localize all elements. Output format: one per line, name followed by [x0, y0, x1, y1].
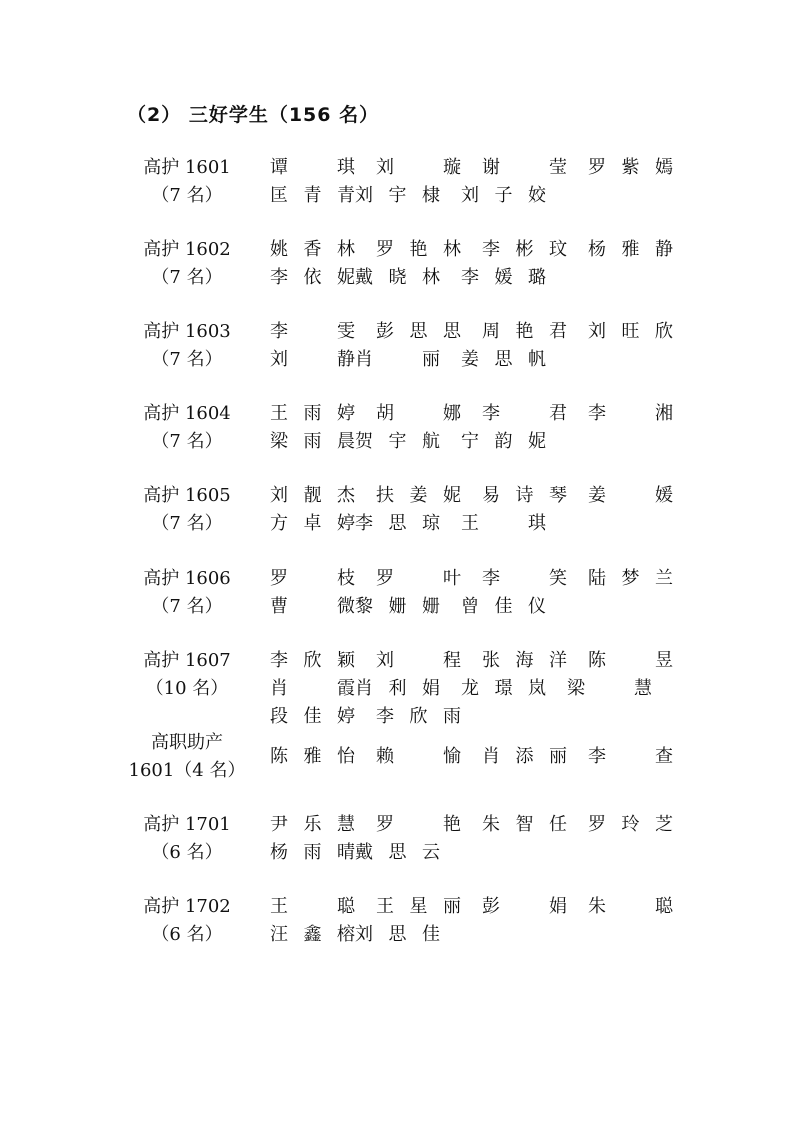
student-name: 龙璟岚	[461, 678, 546, 699]
class-group	[120, 729, 700, 789]
class-count: （7 名）	[151, 596, 223, 617]
student-name: 陆梦兰	[588, 568, 673, 589]
class-count: （7 名）	[151, 267, 223, 288]
student-name: 朱 聪	[588, 896, 673, 917]
student-name: 刘旺欣	[588, 321, 673, 342]
student-name: 扶姜妮	[376, 485, 461, 506]
student-name: 汪鑫榕	[270, 924, 355, 945]
student-name: 周艳君	[482, 321, 567, 342]
student-name: 姜思帆	[461, 349, 546, 370]
student-name: 李 湘	[588, 403, 673, 424]
class-label	[120, 236, 254, 292]
student-name: 梁雨晨	[270, 431, 355, 452]
student-names	[270, 893, 700, 949]
student-names	[270, 318, 700, 374]
class-count: （6 名）	[151, 842, 223, 863]
student-name: 李思琼	[355, 513, 440, 534]
student-name: 罗艳林	[376, 239, 461, 260]
student-name: 罗 叶	[376, 568, 461, 589]
student-name: 李依妮	[270, 267, 355, 288]
student-name: 姚香林	[270, 239, 355, 260]
class-count: （7 名）	[151, 185, 223, 206]
class-count: （6 名）	[151, 924, 223, 945]
student-name: 杨雨晴	[270, 842, 355, 863]
student-name: 方卓婷	[270, 513, 355, 534]
student-name: 刘 璇	[376, 157, 461, 178]
class-label	[120, 647, 254, 703]
student-name: 王 琪	[461, 513, 546, 534]
student-name: 罗 枝	[270, 568, 355, 589]
student-name: 刘思佳	[355, 924, 440, 945]
class-group	[120, 482, 700, 542]
section-heading: （2） 三好学生（156 名）	[127, 104, 380, 126]
student-name: 彭 娟	[482, 896, 567, 917]
student-names	[270, 565, 700, 621]
student-name: 李彬玟	[482, 239, 567, 260]
class-count: （10 名）	[145, 678, 229, 699]
class-name: 高护 1603	[143, 321, 231, 342]
student-name: 杨雅静	[588, 239, 673, 260]
class-count: 1601（4 名）	[128, 760, 246, 781]
class-name: 高护 1701	[143, 814, 231, 835]
student-name: 尹乐慧	[270, 814, 355, 835]
student-name: 戴思云	[355, 842, 440, 863]
student-name: 姜 媛	[588, 485, 673, 506]
class-group	[120, 811, 700, 871]
student-name: 朱智任	[482, 814, 567, 835]
student-name: 彭思思	[376, 321, 461, 342]
student-names	[270, 236, 700, 292]
class-name: 高护 1606	[143, 568, 231, 589]
class-group	[120, 893, 700, 953]
class-label	[120, 318, 254, 374]
class-count: （7 名）	[151, 349, 223, 370]
student-name: 戴晓林	[355, 267, 440, 288]
class-count: （7 名）	[151, 513, 223, 534]
student-name: 罗 艳	[376, 814, 461, 835]
student-name: 王雨婷	[270, 403, 355, 424]
class-name: 高职助产	[151, 732, 223, 753]
student-name: 李 君	[482, 403, 567, 424]
class-group	[120, 565, 700, 625]
class-name: 高护 1604	[143, 403, 231, 424]
student-name: 胡 娜	[376, 403, 461, 424]
class-name: 高护 1607	[143, 650, 231, 671]
class-group	[120, 647, 700, 727]
student-name: 陈雅怡	[270, 746, 355, 767]
student-name: 刘靓杰	[270, 485, 355, 506]
student-name: 段佳婷	[270, 706, 355, 727]
student-name: 王星丽	[376, 896, 461, 917]
student-names	[270, 811, 700, 867]
class-name: 高护 1605	[143, 485, 231, 506]
student-names	[270, 482, 700, 538]
student-name: 罗紫嫣	[588, 157, 673, 178]
student-name: 肖利娟	[355, 678, 440, 699]
class-label	[120, 729, 254, 785]
student-names	[270, 400, 700, 456]
class-label	[120, 482, 254, 538]
student-name: 宁韵妮	[461, 431, 546, 452]
student-names	[270, 743, 700, 771]
student-names	[270, 647, 700, 731]
student-name: 曹 微	[270, 596, 355, 617]
student-name: 贺宇航	[355, 431, 440, 452]
student-name: 肖 丽	[355, 349, 440, 370]
student-name: 赖 愉	[376, 746, 461, 767]
class-group	[120, 154, 700, 214]
class-group	[120, 236, 700, 296]
student-name: 刘子姣	[461, 185, 546, 206]
student-name: 李媛璐	[461, 267, 546, 288]
class-name: 高护 1602	[143, 239, 231, 260]
student-name: 陈 昱	[588, 650, 673, 671]
student-name: 梁 慧	[567, 678, 652, 699]
student-names	[270, 154, 700, 210]
student-name: 王 聪	[270, 896, 355, 917]
student-name: 曾佳仪	[461, 596, 546, 617]
student-name: 肖添丽	[482, 746, 567, 767]
student-name: 谭 琪	[270, 157, 355, 178]
class-name: 高护 1702	[143, 896, 231, 917]
student-name: 匡青青	[270, 185, 355, 206]
student-name: 李 雯	[270, 321, 355, 342]
student-name: 肖 霞	[270, 678, 355, 699]
class-name: 高护 1601	[143, 157, 231, 178]
class-group	[120, 318, 700, 378]
student-name: 易诗琴	[482, 485, 567, 506]
class-count: （7 名）	[151, 431, 223, 452]
student-name: 黎姗姗	[355, 596, 440, 617]
student-name: 李欣颖	[270, 650, 355, 671]
class-label	[120, 565, 254, 621]
class-label	[120, 893, 254, 949]
class-label	[120, 400, 254, 456]
student-name: 刘 静	[270, 349, 355, 370]
student-name: 谢 莹	[482, 157, 567, 178]
class-label	[120, 154, 254, 210]
student-name: 李 笑	[482, 568, 567, 589]
student-name: 刘宇棣	[355, 185, 440, 206]
student-name: 张海洋	[482, 650, 567, 671]
student-name: 罗玲芝	[588, 814, 673, 835]
student-name: 刘 程	[376, 650, 461, 671]
class-label	[120, 811, 254, 867]
student-name: 李 查	[588, 746, 673, 767]
class-group	[120, 400, 700, 460]
student-name: 李欣雨	[376, 706, 461, 727]
